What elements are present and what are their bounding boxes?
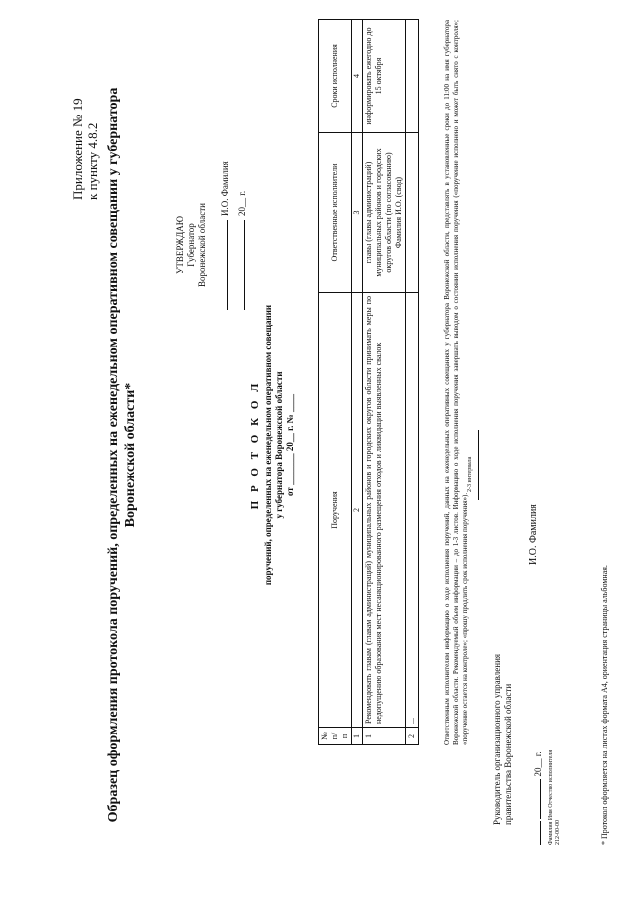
approve-date-line [235, 50, 248, 310]
date-blank [235, 220, 245, 310]
protocol-date-number: от _______ 20__ г. № ____ [285, 394, 295, 496]
approve-date: 20__ г. [237, 190, 247, 216]
appendix-reference [70, 0, 100, 200]
row-task: ... [406, 293, 419, 728]
date-line [532, 665, 543, 845]
appendix-number: Приложение № 19 [70, 98, 85, 200]
signature-blank [218, 220, 228, 310]
approve-signature-line [218, 50, 231, 310]
row-number: 1 [363, 728, 406, 745]
executor-instructions: Ответственным исполнителям информацию о ходе исполнения поручений, данных на еженедельных оперативных совещаниях у губернатора Воронежской области, представлять в установленные сроки до 11:00 на имя губернатора Воронежской области. Рекомендуемый объем информации – до 1-3 листов. Информацию о ходе исполнения поручения завершать выводом о состоянии исполнения поручения («поручение исполнено и может быть снято с контроля»; «поручение остается на контроле»; «прошу продлить срок исполнения поручения»). [443, 20, 469, 745]
day-blank [532, 821, 541, 845]
interval-marker [467, 400, 489, 500]
tasks-table-wrapper [318, 20, 419, 745]
executor-block [548, 645, 562, 845]
approve-region: Воронежской области [197, 203, 207, 287]
row-responsible [406, 133, 419, 293]
approve-position: Губернатор [186, 223, 196, 267]
row-number: 2 [406, 728, 419, 745]
protocol-heading: П Р О Т О К О Л [249, 380, 261, 510]
executor-phone: 212-00-00 [555, 820, 562, 845]
header-task: Поручения [319, 293, 352, 728]
signer-block [492, 375, 514, 825]
col-number-1: 1 [352, 728, 363, 745]
protocol-heading-block [250, 235, 296, 655]
table-row [406, 20, 419, 745]
header-number: № п/п [319, 728, 352, 745]
row-deadline [406, 20, 419, 133]
footnote: * Протокол оформляется на листах формата А4, ориентация страницы альбомная. [600, 565, 609, 845]
interval-arrow-line [478, 430, 479, 500]
approve-name: И.О. Фамилия [220, 161, 230, 216]
protocol-subtitle: поручений, определенных на еженедельном оперативном совещании [263, 304, 273, 586]
row-task: Рекомендовать главам (главам администраций) муниципальных районов и городских округов области принимать меры по недопущению образования мест несанкционированного размещения отходов и ликвидации выявленных свалок [363, 293, 406, 728]
table-column-numbers [352, 20, 363, 745]
document-title: Образец оформления протокола поручений, определенных на еженедельном оперативном совещании у губернатора Воронежской области* [106, 87, 138, 823]
col-number-4: 4 [352, 20, 363, 133]
signer-position: Руководитель организационного управления [492, 653, 502, 825]
header-responsible: Ответственные исполнители [319, 133, 352, 293]
row-responsible: главы (главы администраций) муниципальных районов и городских округов области (по согласованию) Фамилия И.О. (свод) [363, 133, 406, 293]
tasks-table [318, 19, 419, 745]
table-row [363, 20, 406, 745]
col-number-2: 2 [352, 293, 363, 728]
executor-name: Фамилия Имя Отчество исполнителя [548, 749, 554, 845]
row-deadline: информировать ежегодно до 15 октября [363, 20, 406, 133]
signer-organization: правительства Воронежской области [503, 683, 513, 825]
header-deadline: Сроки исполнения [319, 20, 352, 133]
appendix-clause: к пункту 4.8.2 [85, 122, 100, 200]
signer-name: И.О. Фамилия [528, 504, 539, 565]
col-number-3: 3 [352, 133, 363, 293]
month-blank [532, 779, 541, 819]
date-year: 20__ г. [533, 751, 543, 777]
approve-heading: УТВЕРЖДАЮ [175, 216, 185, 275]
protocol-subtitle-2: у губернатора Воронежской области [274, 371, 284, 519]
approval-block [175, 50, 248, 310]
table-header-row [319, 20, 352, 745]
interval-label: 2-3 интервала [467, 456, 473, 492]
